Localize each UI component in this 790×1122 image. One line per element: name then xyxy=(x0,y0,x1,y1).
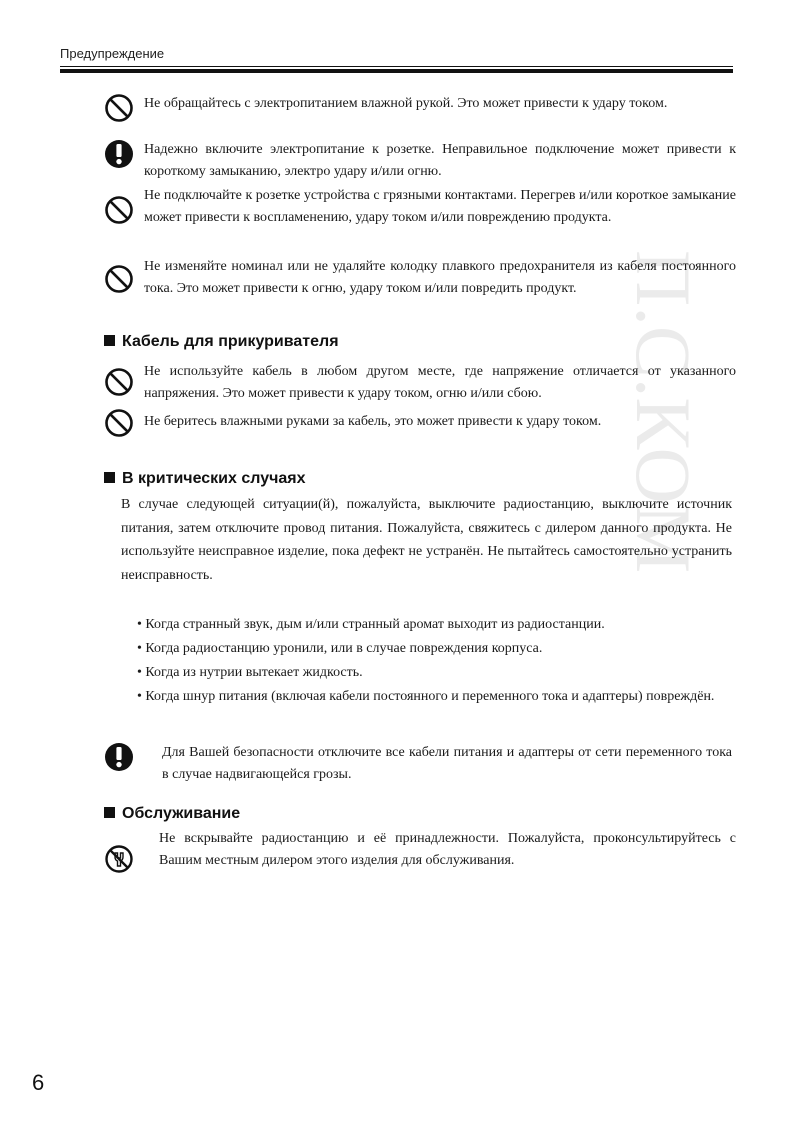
list-item: • Когда шнур питания (включая кабели постоянного и переменного тока и адаптеры) повреждён. xyxy=(137,689,715,704)
section-title-text: В критических случаях xyxy=(122,470,306,487)
warning-text: Не подключайте к розетке устройства с грязными контактами. Перегрев и/или короткое замыкание может привести к воспламенению, удару током и/или повреждению продукта. xyxy=(144,188,736,225)
mandatory-icon xyxy=(104,742,134,772)
warning-item xyxy=(104,256,736,322)
section-bullet-square xyxy=(104,335,115,346)
mandatory-icon xyxy=(104,139,134,169)
section-bullet-square xyxy=(104,807,115,818)
warning-text: Не используйте кабель в любом другом месте, где напряжение отличается от указанного напряжения. Это может привести к удару током, огню и/или сбою. xyxy=(144,364,736,401)
warning-text: Не вскрывайте радиостанцию и её принадлежности. Пожалуйста, проконсультируйтесь с Вашим местным дилером этого изделия для обслуживания. xyxy=(159,831,736,868)
warning-text: Не обращайтесь с электропитанием влажной рукой. Это может привести к удару током. xyxy=(144,96,668,111)
section-title-text: Кабель для прикуривателя xyxy=(122,333,339,350)
prohibition-icon xyxy=(104,367,134,397)
section-title-service xyxy=(104,805,240,823)
warning-item xyxy=(104,185,736,251)
warning-item xyxy=(104,139,736,183)
list-item: • Когда из нутрии вытекает жидкость. xyxy=(137,665,363,680)
section-bullet-square xyxy=(104,472,115,483)
section-title-critical xyxy=(104,470,306,488)
prohibition-icon xyxy=(104,93,134,123)
warning-text: Не изменяйте номинал или не удаляйте колодку плавкого предохранителя из кабеля постоянного тока. Это может привести к огню, удару током и/или повредить продукт. xyxy=(144,259,736,296)
section-title-text: Обслуживание xyxy=(122,805,241,822)
warning-item xyxy=(104,361,736,405)
page-header-title: Предупреждение xyxy=(60,46,165,61)
warning-item xyxy=(104,408,736,438)
prohibition-icon xyxy=(104,195,134,225)
page-number: 6 xyxy=(32,1070,45,1095)
list-item: • Когда радиостанцию уронили, или в случае повреждения корпуса. xyxy=(137,641,543,656)
no-disassembly-icon xyxy=(104,844,134,874)
section-title-cable xyxy=(104,333,339,351)
warning-item xyxy=(104,828,736,894)
warning-text: Надежно включите электропитание к розетке. Неправильное подключение может привести к короткому замыканию, электро удару и/или огню. xyxy=(144,142,736,179)
warning-item xyxy=(104,93,736,137)
warning-text: Не беритесь влажными руками за кабель, это может привести к удару током. xyxy=(144,414,602,429)
prohibition-icon xyxy=(104,264,134,294)
warning-item xyxy=(104,742,736,786)
critical-bullet-list xyxy=(137,614,737,710)
warning-text: Для Вашей безопасности отключите все кабели питания и адаптеры от сети переменного тока в случае надвигающейся грозы. xyxy=(162,745,732,782)
prohibition-icon xyxy=(104,408,134,438)
critical-paragraph: В случае следующей ситуации(й), пожалуйста, выключите радиостанцию, выключите источник питания, затем отключите провод питания. Пожалуйста, свяжитесь с дилером данного продукта. Не используйте неисправное изделие, пока дефект не устранён. Не пытайтесь самостоятельно устранить неисправность. xyxy=(121,497,732,583)
list-item: • Когда странный звук, дым и/или странный аромат выходит из радиостанции. xyxy=(137,617,605,632)
watermark-text: П.С.КОМ xyxy=(620,250,707,574)
